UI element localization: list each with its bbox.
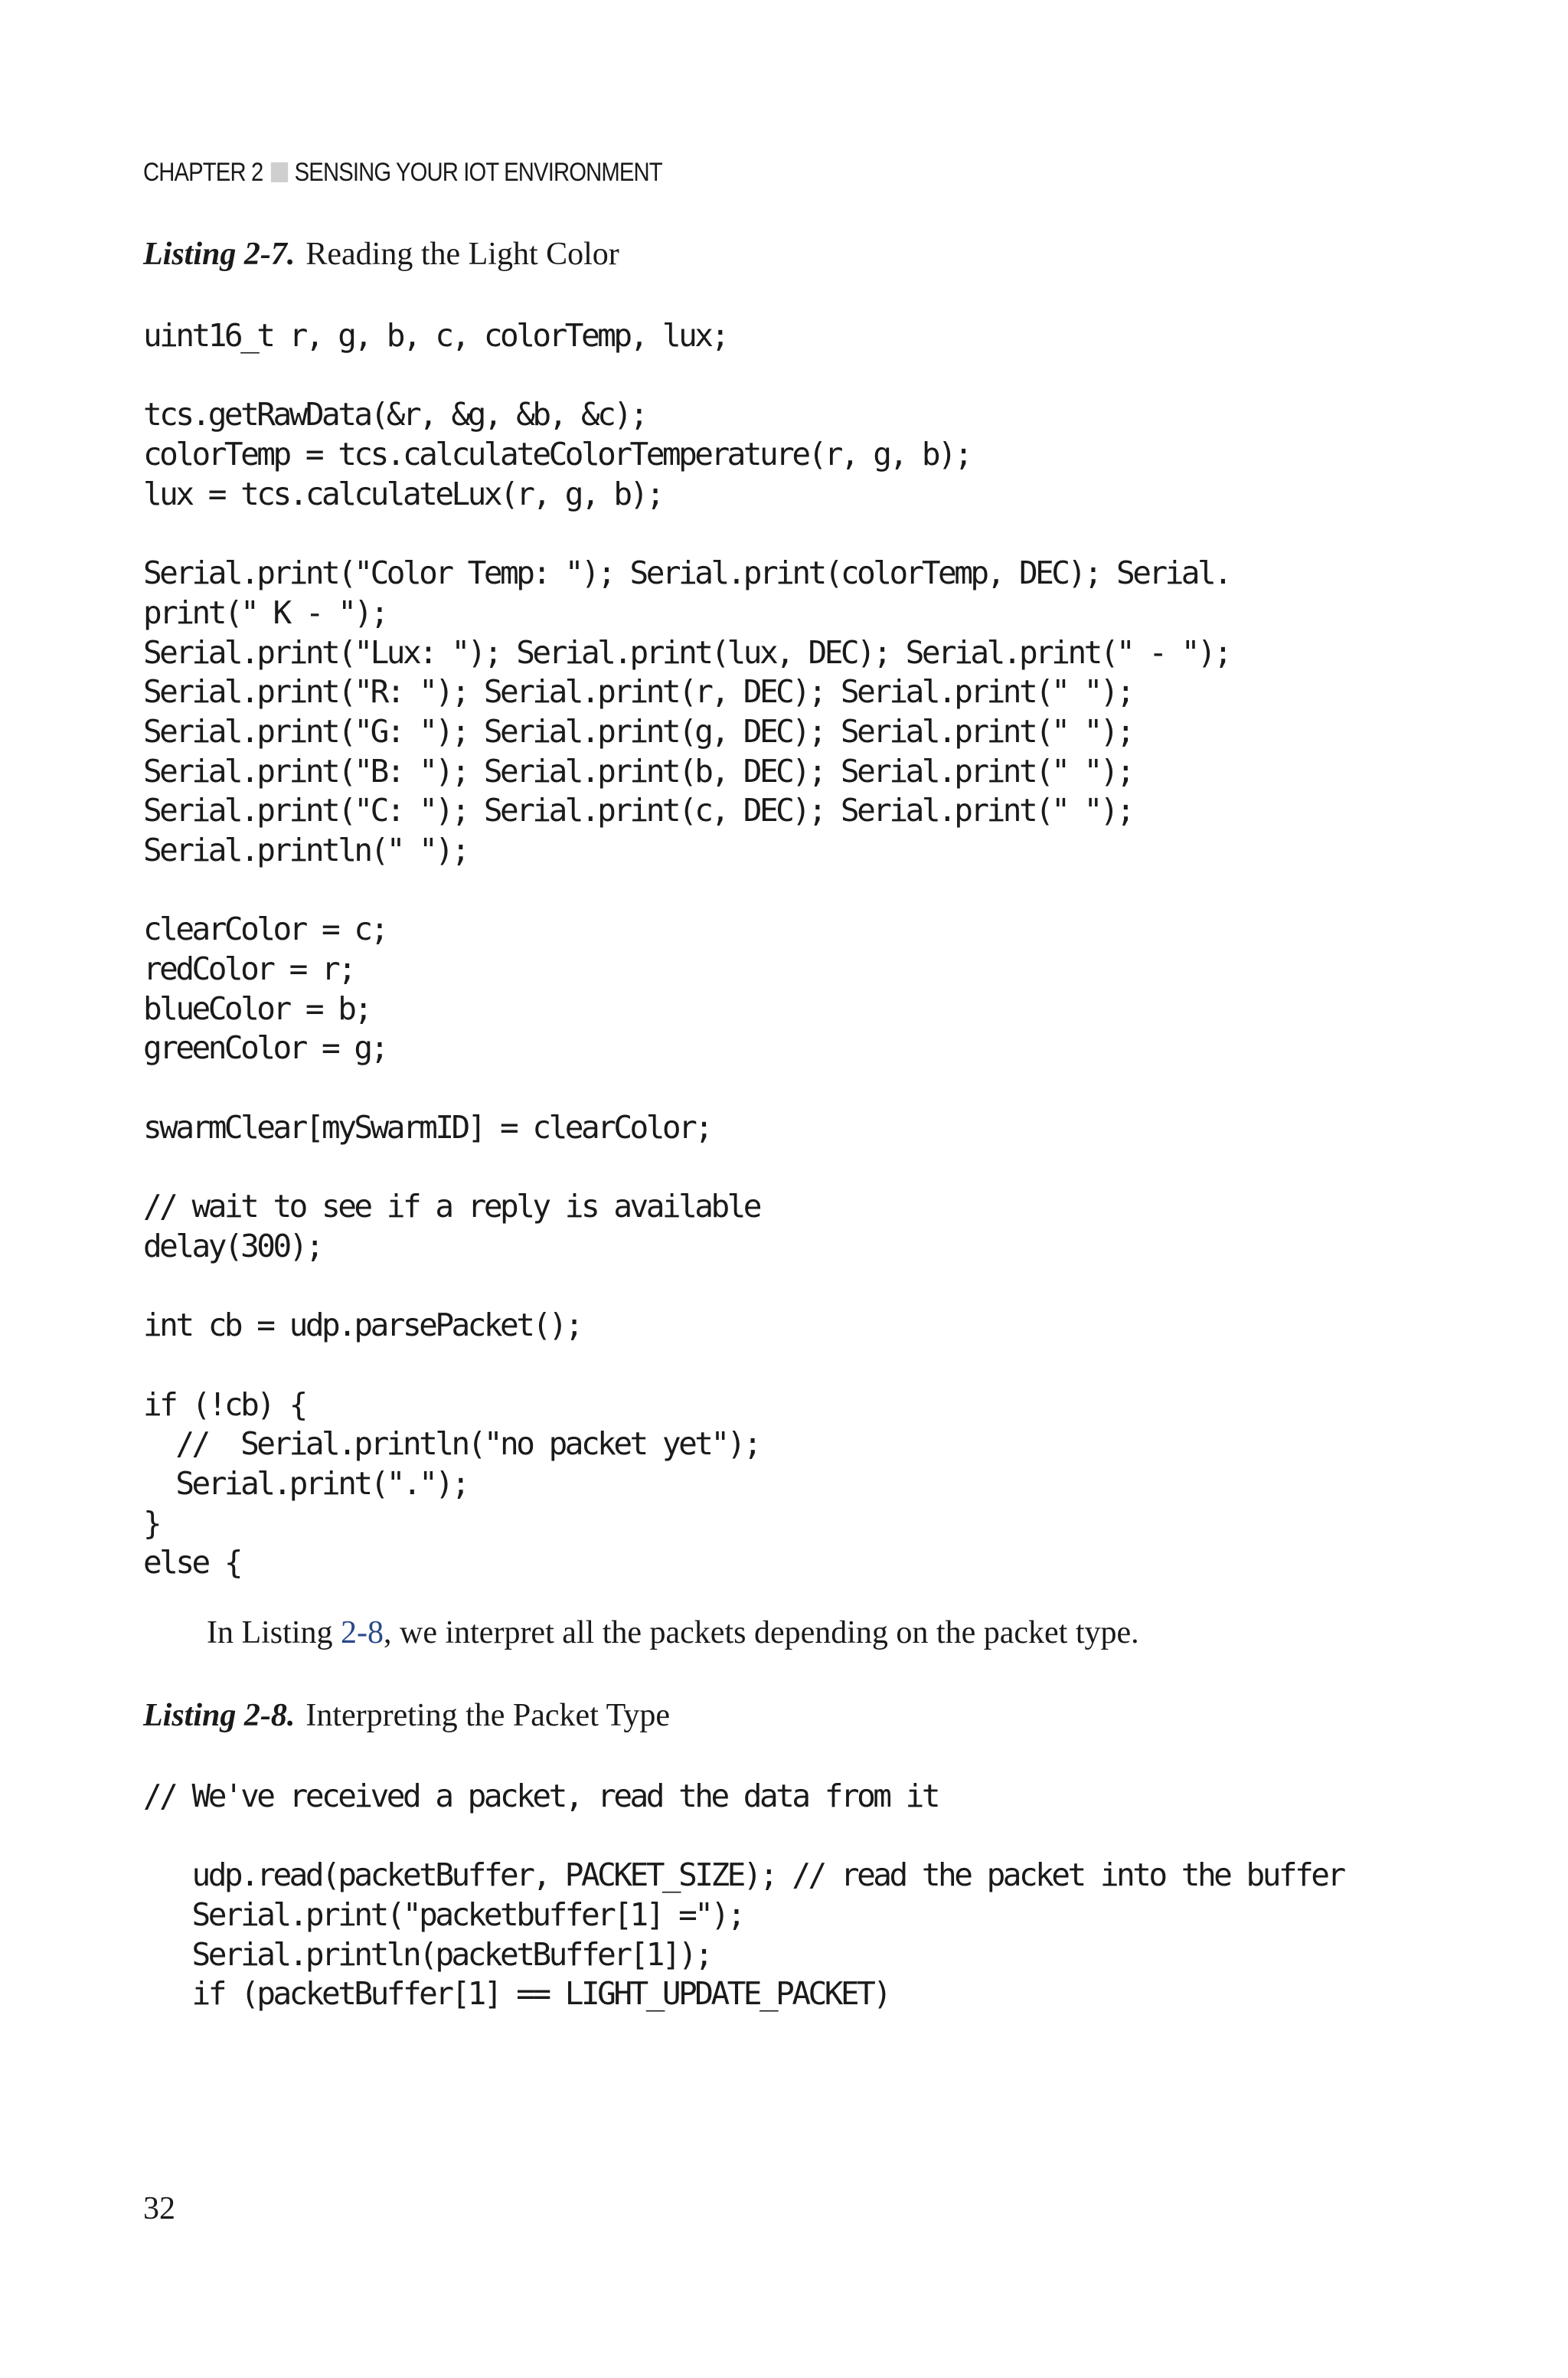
code-line: clearColor = c; bbox=[143, 911, 387, 948]
running-head-title: SENSING YOUR IOT ENVIRONMENT bbox=[294, 157, 662, 187]
code-line: // We've received a packet, read the data from it bbox=[143, 1778, 939, 1814]
code-line bbox=[143, 1068, 1230, 1108]
listing-2-8-caption bbox=[143, 1697, 670, 1734]
running-head-chapter: CHAPTER 2 bbox=[143, 157, 263, 187]
code-line bbox=[143, 1817, 1344, 1856]
code-line: lux = tcs.calculateLux(r, g, b); bbox=[143, 475, 662, 512]
page-number: 32 bbox=[143, 2191, 175, 2226]
code-line bbox=[143, 1267, 1230, 1307]
code-line: Serial.print("."); bbox=[143, 1464, 468, 1502]
code-line: swarmClear[mySwarmID] = clearColor; bbox=[143, 1108, 711, 1146]
listing-2-8-code-block bbox=[143, 1777, 1344, 2014]
code-line: } bbox=[143, 1504, 160, 1542]
code-line: redColor = r; bbox=[143, 950, 354, 987]
code-line: greenColor = g; bbox=[143, 1029, 387, 1067]
body-paragraph bbox=[207, 1614, 1139, 1651]
code-line: else { bbox=[143, 1544, 241, 1582]
listing-2-8-cross-reference-link[interactable]: 2-8 bbox=[341, 1615, 384, 1650]
code-line: Serial.print("R: "); Serial.print(r, DEC); Serial.print(" "); bbox=[143, 673, 1133, 711]
listing-2-7-title: Reading the Light Color bbox=[305, 237, 619, 272]
code-line: Serial.print("C: "); Serial.print(c, DEC); Serial.print(" "); bbox=[143, 792, 1133, 829]
code-line bbox=[143, 514, 1230, 554]
code-line: blueColor = b; bbox=[143, 989, 371, 1027]
code-line: print(" K - "); bbox=[143, 594, 387, 631]
running-head-separator-square-icon bbox=[271, 162, 288, 182]
paragraph-text-before: In Listing bbox=[207, 1615, 341, 1650]
listing-2-7-code-block bbox=[143, 316, 1230, 1583]
code-line bbox=[143, 1147, 1230, 1187]
listing-2-8-title: Interpreting the Packet Type bbox=[305, 1698, 670, 1733]
code-line bbox=[143, 356, 1230, 396]
code-line: delay(300); bbox=[143, 1227, 322, 1264]
code-line: Serial.print("Lux: "); Serial.print(lux, DEC); Serial.print(" - "); bbox=[143, 633, 1230, 671]
code-line: Serial.print("G: "); Serial.print(g, DEC); Serial.print(" "); bbox=[143, 712, 1133, 750]
code-line: Serial.print("packetbuffer[1] ="); bbox=[143, 1896, 743, 1934]
code-line: // wait to see if a reply is available bbox=[143, 1188, 760, 1225]
code-line: if (packetBuffer[1] == LIGHT_UPDATE_PACKET) bbox=[143, 1975, 890, 2013]
code-line: colorTemp = tcs.calculateColorTemperature(r, g, b); bbox=[143, 436, 971, 473]
code-line: udp.read(packetBuffer, PACKET_SIZE); // read the packet into the buffer bbox=[143, 1856, 1344, 1894]
code-line: Serial.print("Color Temp: "); Serial.print(colorTemp, DEC); Serial. bbox=[143, 554, 1230, 592]
code-line bbox=[143, 871, 1230, 911]
code-line: tcs.getRawData(&r, &g, &b, &c); bbox=[143, 396, 646, 433]
code-line: Serial.print("B: "); Serial.print(b, DEC); Serial.print(" "); bbox=[143, 752, 1133, 790]
listing-2-7-label: Listing 2-7. bbox=[143, 237, 296, 272]
paragraph-text-after: , we interpret all the packets depending on the packet type. bbox=[384, 1615, 1139, 1650]
code-line bbox=[143, 1346, 1230, 1385]
code-line: int cb = udp.parsePacket(); bbox=[143, 1307, 581, 1344]
code-line: uint16_t r, g, b, c, colorTemp, lux; bbox=[143, 317, 727, 354]
code-line: Serial.println(" "); bbox=[143, 831, 468, 868]
code-line: Serial.println(packetBuffer[1]); bbox=[143, 1935, 711, 1973]
code-line: if (!cb) { bbox=[143, 1385, 305, 1423]
listing-2-8-label: Listing 2-8. bbox=[143, 1698, 296, 1733]
code-line: // Serial.println("no packet yet"); bbox=[143, 1425, 760, 1463]
listing-2-7-caption bbox=[143, 236, 619, 273]
running-head bbox=[143, 153, 662, 191]
